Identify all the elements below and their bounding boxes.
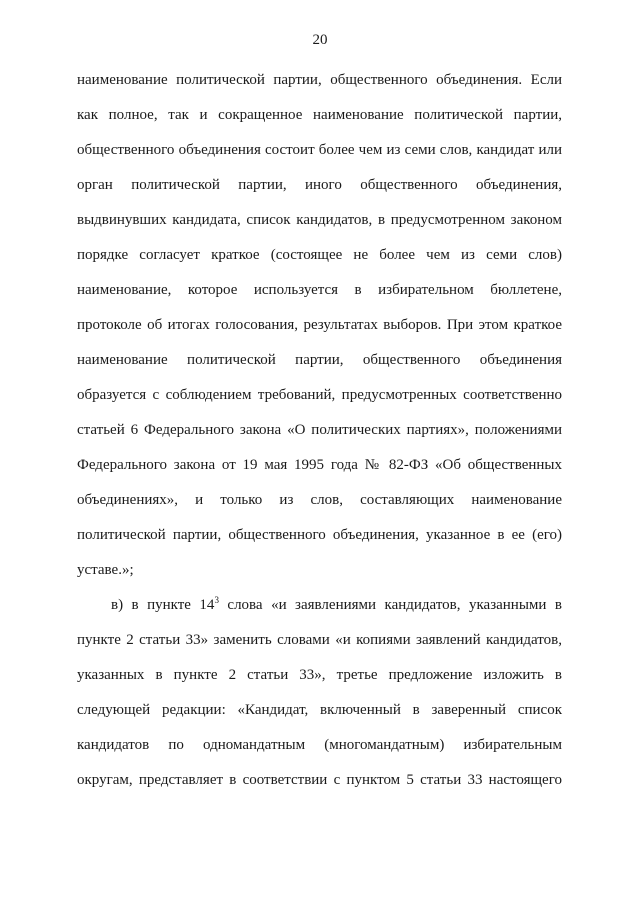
text-line: орган политической партии, иного общественного объединения, bbox=[77, 177, 562, 193]
page-number: 20 bbox=[312, 32, 328, 48]
text-line: объединениях», и только из слов, составляющих наименование bbox=[77, 492, 562, 508]
text-line: порядке согласует краткое (состоящее не более чем из семи слов) bbox=[77, 247, 562, 263]
item-v-first-line bbox=[111, 596, 562, 614]
text-line: общественного объединения состоит более чем из семи слов, кандидат или bbox=[77, 142, 562, 158]
text-line: протоколе об итогах голосования, результатах выборов. При этом краткое bbox=[77, 317, 562, 333]
text-line: следующей редакции: «Кандидат, включенный в заверенный список bbox=[77, 702, 562, 718]
text-line: указанных в пункте 2 статьи 33», третье предложение изложить в bbox=[77, 667, 562, 683]
text-line: как полное, так и сокращенное наименование политической партии, bbox=[77, 107, 562, 123]
text-line: уставе.»; bbox=[77, 562, 134, 578]
item-v-intro-rest: слова «и заявлениями кандидатов, указанными в bbox=[218, 597, 562, 613]
text-line: наименование политической партии, общественного объединения. Если bbox=[77, 72, 562, 88]
item-v-intro: в) в пункте 14 bbox=[111, 597, 215, 613]
text-line: пункте 2 статьи 33» заменить словами «и копиями заявлений кандидатов, bbox=[77, 632, 562, 648]
text-line: политической партии, общественного объединения, указанное в ее (его) bbox=[77, 527, 562, 543]
text-line: статьей 6 Федерального закона «О политических партиях», положениями bbox=[77, 422, 562, 438]
text-line: кандидатов по одномандатным (многомандатным) избирательным bbox=[77, 737, 562, 753]
text-line: образуется с соблюдением требований, предусмотренных соответственно bbox=[77, 387, 562, 403]
text-line: наименование, которое используется в избирательном бюллетене, bbox=[77, 282, 562, 298]
text-line: наименование политической партии, общественного объединения bbox=[77, 352, 562, 368]
text-line: выдвинувших кандидата, список кандидатов, в предусмотренном законом bbox=[77, 212, 562, 228]
text-line: Федерального закона от 19 мая 1995 года № 82-ФЗ «Об общественных bbox=[77, 457, 562, 473]
superscript: 3 bbox=[214, 595, 219, 605]
text-line: округам, представляет в соответствии с пунктом 5 статьи 33 настоящего bbox=[77, 772, 562, 788]
